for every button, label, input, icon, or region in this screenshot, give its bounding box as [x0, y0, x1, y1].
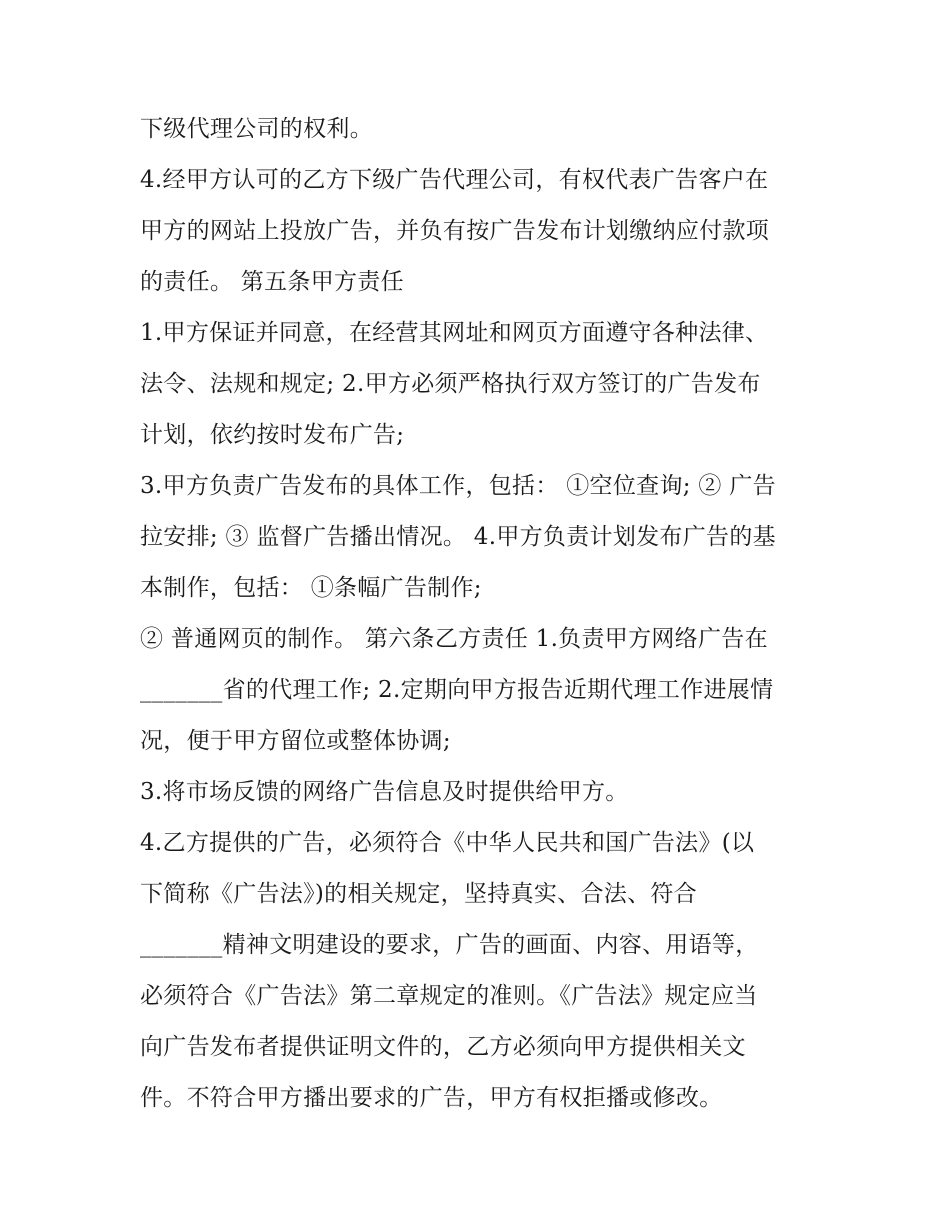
text-line: 4.经甲方认可的乙方下级广告代理公司，有权代表广告客户在: [140, 167, 769, 193]
text-line: _______省的代理工作; 2.定期向甲方报告近期代理工作进展情: [140, 677, 774, 703]
text-line: 下简称《广告法》)的相关规定，坚持真实、合法、符合: [140, 881, 697, 907]
text-line: 的责任。 第五条甲方责任: [140, 269, 404, 295]
text-line: 4.乙方提供的广告，必须符合《中华人民共和国广告法》(以: [140, 830, 755, 856]
text-line: 必须符合《广告法》第二章规定的准则。《广告法》规定应当: [140, 983, 758, 1009]
text-line: 法令、法规和规定; 2.甲方必须严格执行双方签订的广告发布: [140, 371, 761, 397]
text-line: _______精神文明建设的要求，广告的画面、内容、用语等，: [140, 932, 759, 958]
contract-body-text: [140, 104, 830, 1124]
text-line: ② 普通网页的制作。 第六条乙方责任 1.负责甲方网络广告在: [140, 626, 768, 652]
text-line: 况，便于甲方留位或整体协调;: [140, 728, 451, 754]
text-line: 3.甲方负责广告发布的具体工作，包括： ①空位查询; ② 广告: [140, 473, 776, 499]
text-line: 1.甲方保证并同意，在经营其网址和网页方面遵守各种法律、: [140, 320, 769, 346]
text-line: 向广告发布者提供证明文件的，乙方必须向甲方提供相关文: [140, 1034, 746, 1060]
text-line: 计划，依约按时发布广告;: [140, 422, 405, 448]
text-line: 3.将市场反馈的网络广告信息及时提供给甲方。: [140, 779, 629, 805]
text-line: 件。不符合甲方播出要求的广告，甲方有权拒播或修改。: [140, 1085, 723, 1111]
text-line: 拉安排; ③ 监督广告播出情况。 4.甲方负责计划发布广告的基: [140, 524, 776, 550]
text-line: 下级代理公司的权利。: [140, 116, 373, 142]
text-line: 本制作，包括： ①条幅广告制作;: [140, 575, 482, 601]
text-line: 甲方的网站上投放广告，并负有按广告发布计划缴纳应付款项: [140, 218, 770, 244]
